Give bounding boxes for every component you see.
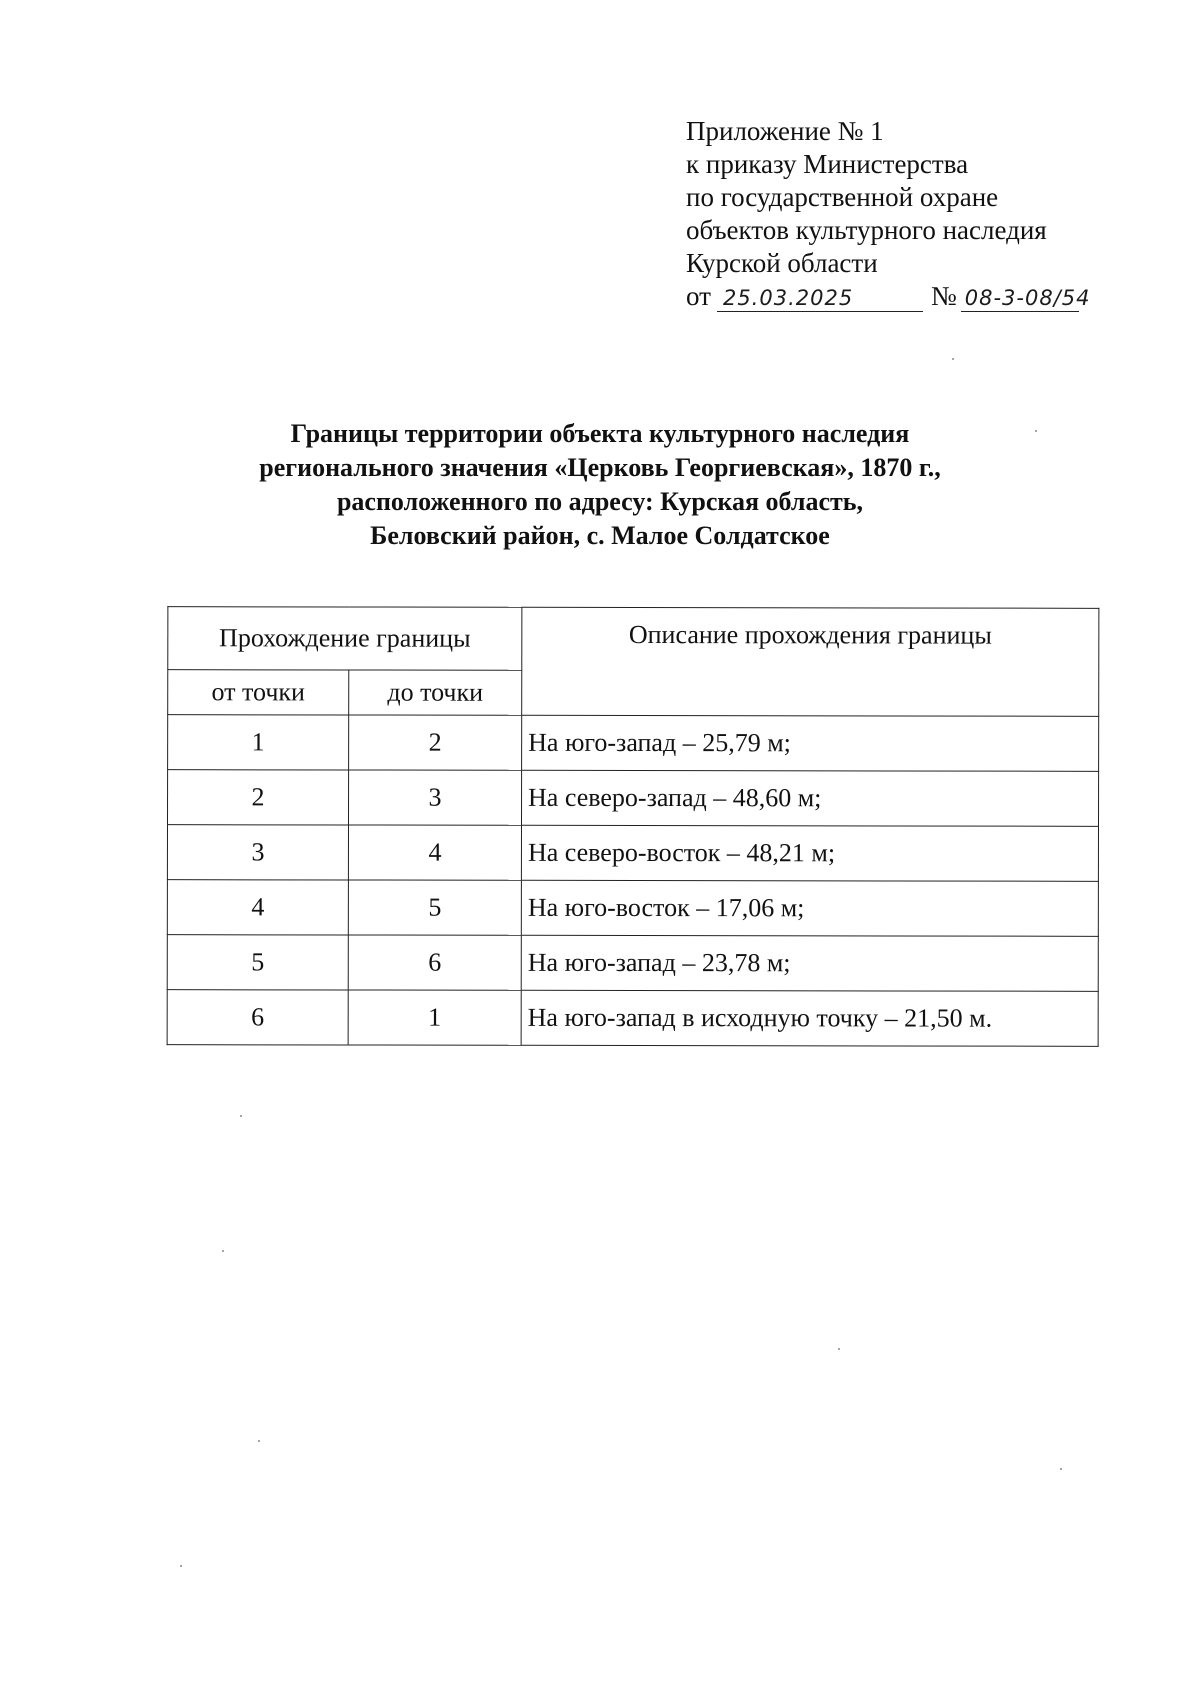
title-line-2: регионального значения «Церковь Георгиевская», 1870 г., (259, 453, 941, 482)
table-row (167, 825, 1098, 882)
appendix-block (686, 115, 1091, 313)
table-row (168, 770, 1099, 827)
header-to-point: до точки (349, 670, 522, 715)
header-from-point: от точки (168, 670, 349, 715)
cell-from: 2 (168, 770, 349, 825)
cell-to: 3 (349, 770, 522, 825)
cell-to: 1 (348, 990, 521, 1045)
appendix-ministry-line: по государственной охране (686, 182, 999, 212)
cell-description: На юго-запад – 25,79 м; (522, 715, 1099, 771)
cell-from: 1 (168, 715, 349, 770)
scan-speck (240, 1115, 242, 1117)
header-description: Описание прохождения границы (522, 607, 1099, 716)
cell-from: 5 (167, 935, 348, 990)
scan-speck (1035, 430, 1037, 432)
cell-to: 5 (348, 880, 521, 935)
cell-description: На северо-запад – 48,60 м; (522, 770, 1099, 826)
cell-description: На северо-восток – 48,21 м; (521, 825, 1098, 881)
table-row (167, 880, 1098, 937)
scan-speck (222, 1250, 224, 1252)
cell-to: 4 (348, 825, 521, 880)
cell-from: 6 (167, 990, 348, 1045)
title-line-3: расположенного по адресу: Курская область, (336, 487, 864, 516)
border-table (167, 606, 1100, 1047)
number-prefix: № (930, 281, 957, 311)
appendix-order-ref: к приказу Министерства (686, 149, 969, 179)
cell-from: 3 (167, 825, 348, 880)
scan-speck (952, 358, 954, 360)
cell-description: На юго-запад – 23,78 м; (521, 935, 1098, 991)
scan-speck (838, 1348, 840, 1350)
scan-speck (180, 1565, 182, 1567)
number-field: 08-3-08/54 (961, 285, 1079, 312)
date-prefix: от (686, 281, 711, 311)
table-row (168, 715, 1099, 772)
appendix-heritage-line: объектов культурного наследия (686, 215, 1047, 245)
document-title (150, 417, 1050, 553)
cell-to: 6 (348, 935, 521, 990)
table-header-row (168, 607, 1099, 672)
cell-description: На юго-восток – 17,06 м; (521, 880, 1098, 936)
appendix-date-number-line (686, 280, 1091, 313)
appendix-region-line: Курской области (686, 248, 878, 278)
header-boundary-passage: Прохождение границы (168, 607, 522, 671)
title-line-1: Границы территории объекта культурного наследия (290, 419, 910, 448)
scan-speck (258, 1440, 260, 1442)
cell-from: 4 (167, 880, 348, 935)
cell-description: На юго-запад в исходную точку – 21,50 м. (521, 990, 1098, 1046)
cell-to: 2 (349, 715, 522, 770)
table-row (167, 935, 1098, 992)
scan-speck (1060, 1468, 1062, 1470)
table-row (167, 990, 1098, 1047)
date-field: 25.03.2025 (717, 285, 923, 312)
appendix-number: Приложение № 1 (686, 116, 884, 146)
title-line-4: Беловский район, с. Малое Солдатское (370, 521, 830, 550)
